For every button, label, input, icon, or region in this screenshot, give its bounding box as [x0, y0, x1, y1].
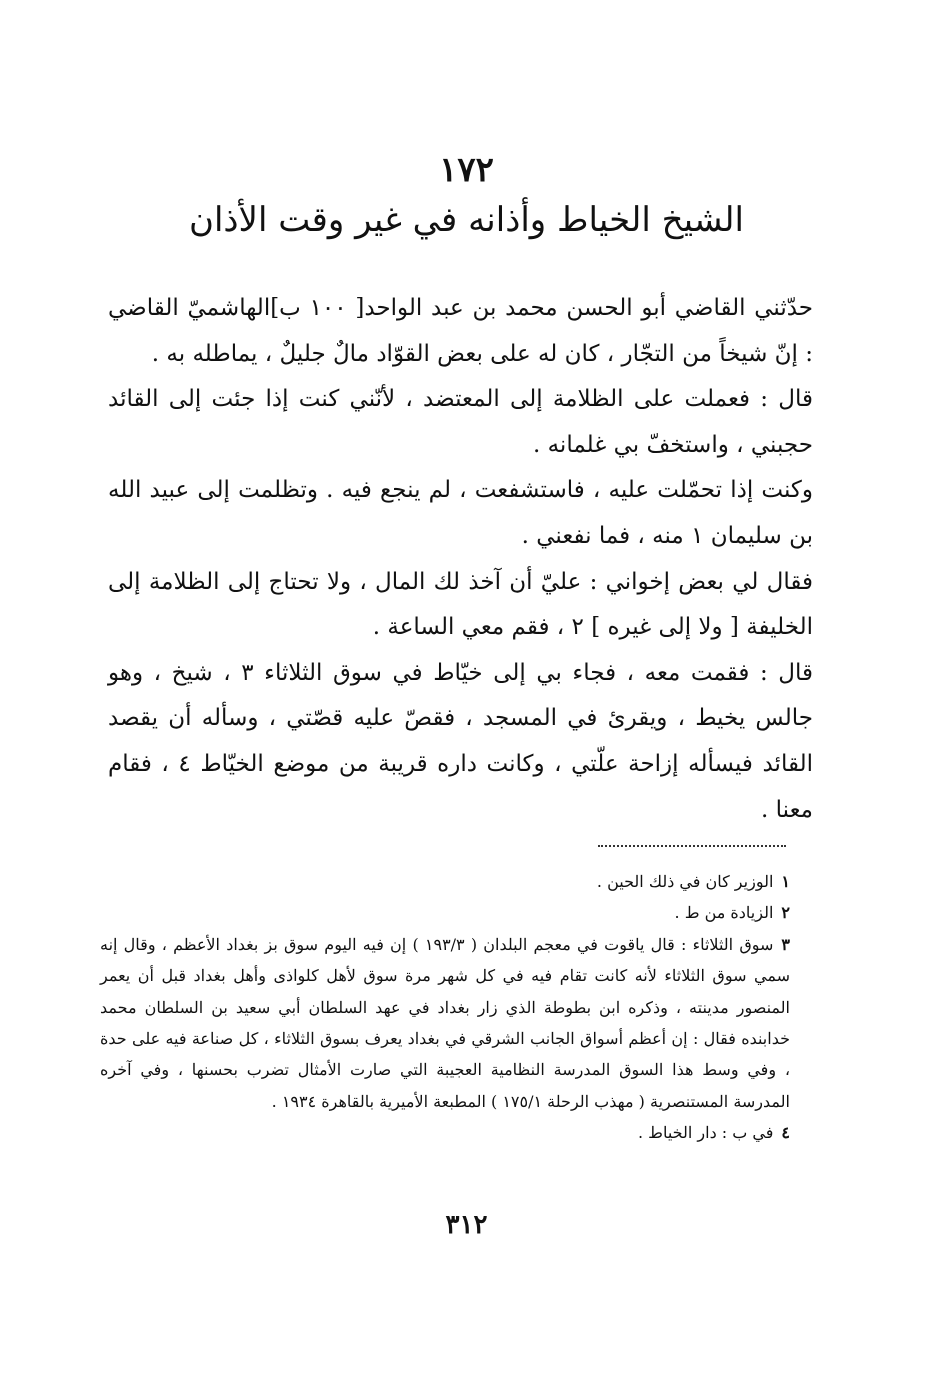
footnote: [100, 929, 790, 1117]
footnote: [100, 897, 790, 928]
chapter-title: الشيخ الخياط وأذانه في غير وقت الأذان: [189, 200, 744, 240]
main-text: [108, 286, 813, 833]
paragraph: وكنت إذا تحمّلت عليه ، فاستشفعت ، لم ينجع فيه . وتظلمت إلى عبيد الله بن سليمان ١ منه ، فما نفعني .: [108, 477, 813, 549]
footnote-number: ٢: [781, 903, 790, 923]
page-number: ٣١٢: [445, 1210, 488, 1240]
footnote: [100, 866, 790, 897]
paragraph: فقال لي بعض إخواني : عليّ أن آخذ لك المال ، ولا تحتاج إلى الظلامة إلى الخليفة [ ولا إلى غيره ] ٢ ، فقم معي الساعة .: [108, 568, 813, 641]
footnote-number: ١: [781, 872, 790, 891]
paragraph: قال : فقمت معه ، فجاء بي إلى خيّاط في سوق الثلاثاء ٣ ، شيخ ، وهو جالس يخيط ، ويقرئ في المسجد ، فقصّ عليه قصّتي ، وسأله أن يقصد القائد فيسأله إزاحة علّتي ، وكانت داره قريبة من موضع الخيّاط ٤ ، فقام معنا .: [108, 659, 813, 823]
footnote-number: ٤: [781, 1123, 790, 1143]
footnote-text: الوزير كان في ذلك الحين .: [596, 872, 774, 891]
footnote-number: ٣: [781, 934, 790, 954]
paragraph: حدّثني القاضي أبو الحسن محمد بن عبد الواحد[ ١٠٠ ب]الهاشميّ القاضي : إنّ شيخاً من التجّار ، كان له على بعض القوّاد مالٌ جليلٌ ، يماطله به .: [108, 295, 814, 367]
footnote-text: في ب : دار الخياط .: [638, 1123, 774, 1143]
chapter-number: ١٧٢: [439, 150, 494, 190]
footnote-text: الزيادة من ط .: [674, 903, 774, 923]
footnote-divider: [598, 845, 786, 847]
paragraph: قال : فعملت على الظلامة إلى المعتضد ، لأنّني كنت إذا جئت إلى القائد حجبني ، واستخفّ بي غلمانه .: [108, 386, 813, 458]
footnotes: [100, 866, 790, 1149]
footnote: [100, 1117, 790, 1148]
footnote-text: سوق الثلاثاء : قال ياقوت في معجم البلدان ( ١٩٣/٣ ) إن فيه اليوم سوق بز بغداد الأعظم ، وقال إنه سمي سوق الثلاثاء لأنه كانت تقام فيه في كل شهر مرة سوق لأهل كلواذى وأهل بغداد قبل أن يعمر المنصور مدينته ، وذكره ابن بطوطة الذي زار بغداد في عهد السلطان أبي سعيد بن السلطان محمد خدابنده فقال : إن أعظم أسواق الجانب الشرقي في بغداد يعرف بسوق الثلاثاء ، كل صناعة فيه على حدة ، وفي وسط هذا السوق المدرسة النظامية العجيبة التي صارت الأمثال تضرب بحسنها ، وفي آخره المدرسة المستنصرية ( مهذب الرحلة ١٧٥/١ ) المطبعة الأميرية بالقاهرة ١٩٣٤ .: [100, 934, 791, 1111]
